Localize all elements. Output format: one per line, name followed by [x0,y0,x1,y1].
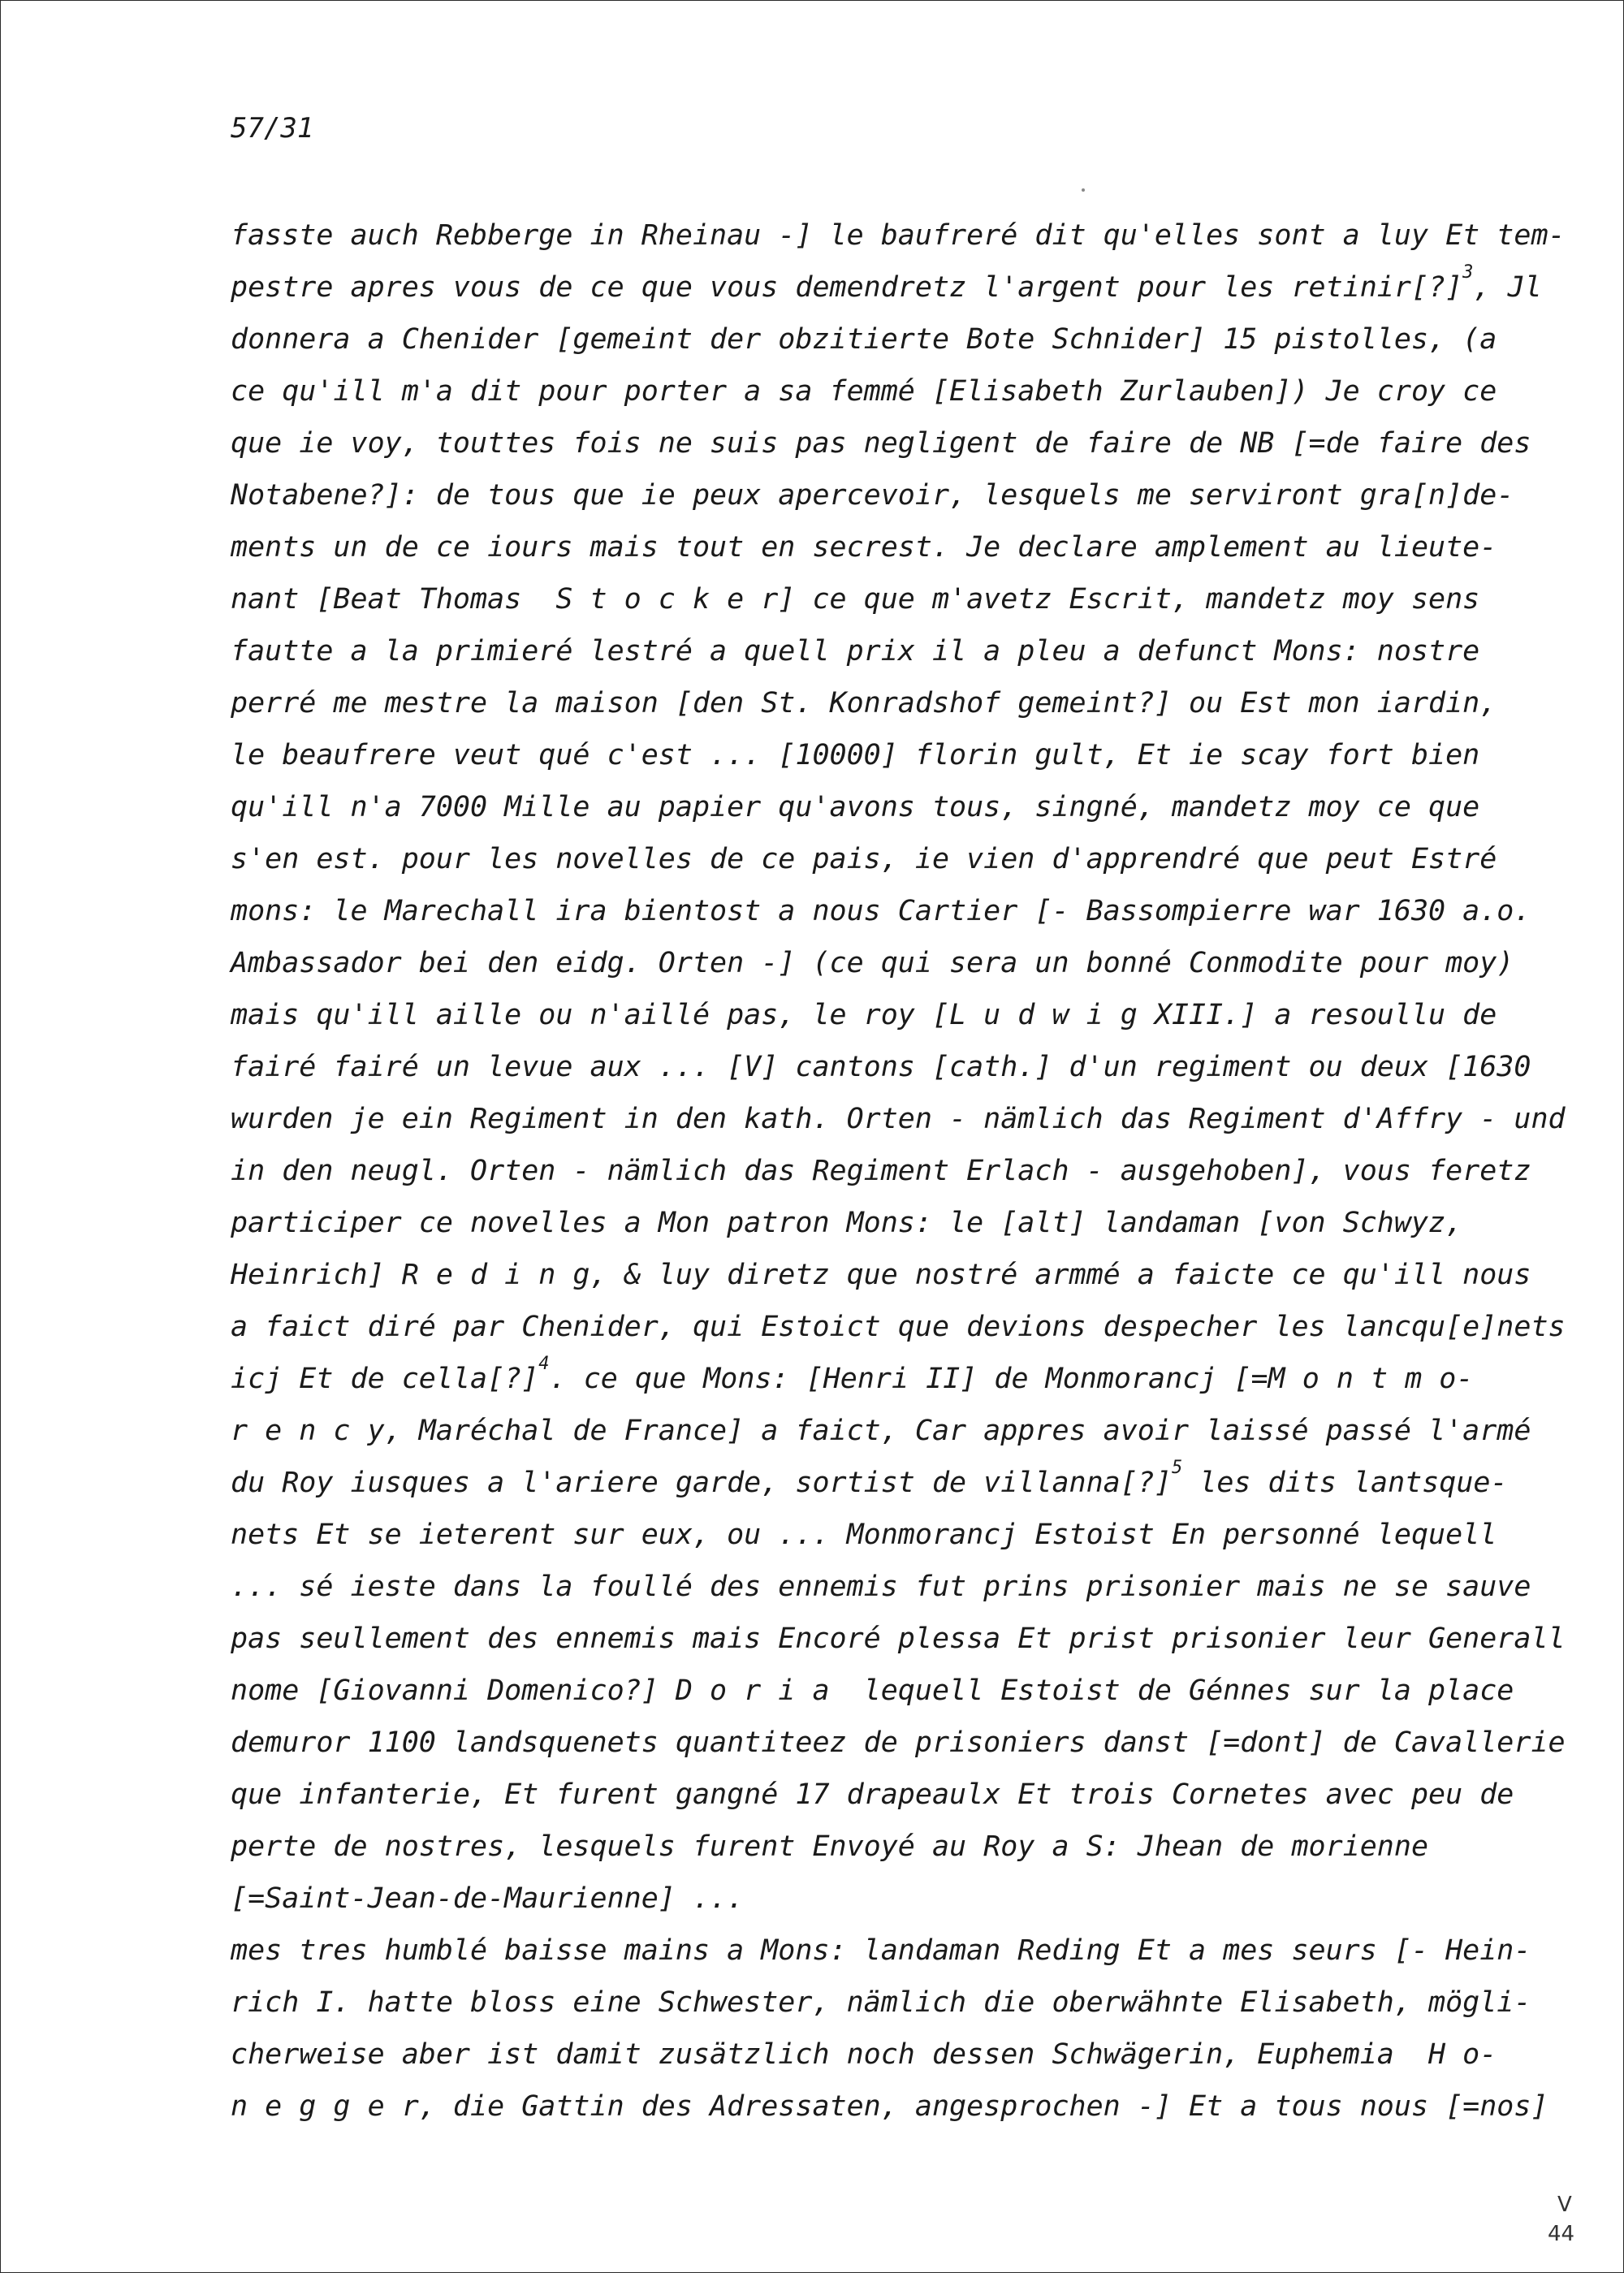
line-text: fairé fairé un levue aux ... [V] cantons [cath.] d'un regiment ou deux [1630 [231,1051,1531,1083]
line-text: nome [Giovanni Domenico?] D o r i a lequell Estoist de Génnes sur la place [231,1675,1514,1707]
footnote-marker: 3 [1462,262,1474,283]
line-text: Ambassador bei den eidg. Orten -] (ce qui sera un bonné Conmodite pour moy) [231,947,1514,979]
text-line [231,833,1522,885]
text-line [231,1457,1522,1509]
line-text: perré me mestre la maison [den St. Konradshof gemeint?] ou Est mon iardin, [231,687,1497,719]
text-line [231,1977,1531,2029]
text-line [231,1873,1522,1925]
text-line [231,677,1522,729]
line-text: ce qu'ill m'a dit pour porter a sa femmé [Elisabeth Zurlauben]) Je croy ce [231,375,1497,408]
text-line [231,573,1522,625]
line-text: Heinrich] R e d i n g, & luy diretz que nostré armmé a faicte ce qu'ill nous [231,1259,1531,1291]
line-text: ... sé ieste dans la foullé des ennemis fut prins prisonier mais ne se sauve [231,1571,1531,1603]
text-line [231,781,1522,833]
line-text: nant [Beat Thomas S t o c k e r] ce que m'avetz Escrit, mandetz moy sens [231,583,1480,616]
handwritten-folio-number: 44 [1548,2222,1575,2246]
text-line [231,1821,1522,1873]
scan-speck [1082,188,1085,192]
line-text: le beaufrere veut qué c'est ... [10000] florin gult, Et ie scay fort bien [231,739,1480,771]
line-text: mons: le Marechall ira bientost a nous Cartier [- Bassompierre war 1630 a.o. [231,895,1531,927]
line-text: du Roy iusques a l'ariere garde, sortist de villanna[?] [231,1467,1172,1499]
text-line [231,365,1522,417]
text-line [231,1301,1566,1353]
text-line [231,1093,1566,1145]
line-text: demuror 1100 landsquenets quantiteez de prisoniers danst [=dont] de Cavallerie [231,1726,1566,1759]
text-line [231,1925,1531,1977]
page-number: 57/31 [231,112,314,145]
line-text: ments un de ce iours mais tout en secrest. Je declare amplement au lieute- [231,531,1497,564]
text-line [231,521,1522,573]
line-text: r e n c y, Maréchal de France] a faict, Car appres avoir laissé passé l'armé [231,1415,1531,1447]
text-line [231,469,1522,521]
line-text-continued: les dits lantsque- [1182,1467,1508,1499]
line-text: in den neugl. Orten - nämlich das Regiment Erlach - ausgehoben], vous feretz [231,1155,1531,1187]
line-text: cherweise aber ist damit zusätzlich noch dessen Schwägerin, Euphemia H o- [231,2038,1497,2071]
text-line [231,1509,1522,1561]
line-text: perte de nostres, lesquels furent Envoyé au Roy a S: Jhean de morienne [231,1830,1429,1863]
line-text: [=Saint-Jean-de-Maurienne] ... [231,1882,745,1915]
text-line [231,625,1522,677]
line-text: mes tres humblé baisse mains a Mons: landaman Reding Et a mes seurs [- Hein- [231,1934,1531,1967]
line-text: wurden je ein Regiment in den kath. Orten - nämlich das Regiment d'Affry - und [231,1103,1566,1135]
text-line [231,1665,1522,1717]
line-text: participer ce novelles a Mon patron Mons: le [alt] landaman [von Schwyz, [231,1207,1463,1239]
text-line [231,885,1531,937]
text-line [231,1613,1566,1665]
handwritten-mark-v: V [1557,2193,1572,2217]
text-line [231,210,1566,261]
line-text: qu'ill n'a 7000 Mille au papier qu'avons tous, singné, mandetz moy ce que [231,791,1480,823]
text-line [231,729,1522,781]
line-text: n e g g e r, die Gattin des Adressaten, angesprochen -] Et a tous nous [=nos] [231,2090,1548,2123]
footnote-marker: 4 [538,1354,550,1374]
line-text-continued: , Jl [1473,271,1542,304]
text-line [231,989,1522,1041]
text-line [231,1717,1566,1769]
line-text: pestre apres vous de ce que vous demendretz l'argent pour les retinir[?] [231,271,1463,304]
text-line [231,313,1522,365]
text-line [231,1249,1531,1301]
text-line [231,1353,1522,1405]
document-body [231,210,1566,2133]
line-text: pas seullement des ennemis mais Encoré plessa Et prist prisonier leur Generall [231,1623,1566,1655]
footnote-marker: 5 [1171,1458,1183,1478]
line-text: Notabene?]: de tous que ie peux apercevoir, lesquels me serviront gra[n]de- [231,479,1514,512]
line-text: icj Et de cella[?] [231,1363,539,1395]
line-text: que infanterie, Et furent gangné 17 drapeaulx Et trois Cornetes avec peu de [231,1778,1514,1811]
text-line [231,2081,1548,2133]
line-text: s'en est. pour les novelles de ce pais, ie vien d'apprendré que peut Estré [231,843,1497,875]
line-text: donnera a Chenider [gemeint der obzitierte Bote Schnider] 15 pistolles, (a [231,323,1497,356]
line-text: fautte a la primieré lestré a quell prix il a pleu a defunct Mons: nostre [231,635,1480,668]
text-line [231,1197,1522,1249]
line-text-continued: . ce que Mons: [Henri II] de Monmorancj [=M o n t m o- [549,1363,1474,1395]
line-text: que ie voy, touttes fois ne suis pas negligent de faire de NB [=de faire des [231,427,1531,460]
line-text: a faict diré par Chenider, qui Estoict que devions despecher les lancqu[e]nets [231,1311,1566,1343]
text-line [231,1041,1531,1093]
text-line [231,1561,1531,1613]
line-text: rich I. hatte bloss eine Schwester, nämlich die oberwähnte Elisabeth, mögli- [231,1986,1531,2019]
line-text: mais qu'ill aille ou n'aillé pas, le roy [L u d w i g XIII.] a resoullu de [231,999,1497,1031]
text-line [231,261,1542,313]
text-line [231,2029,1522,2081]
text-line [231,1405,1531,1457]
line-text: fasste auch Rebberge in Rheinau -] le baufreré dit qu'elles sont a luy Et tem- [231,219,1566,252]
text-line [231,417,1531,469]
text-line [231,937,1522,989]
text-line [231,1145,1531,1197]
text-line [231,1769,1522,1821]
line-text: nets Et se ieterent sur eux, ou ... Monmorancj Estoist En personné lequell [231,1519,1497,1551]
